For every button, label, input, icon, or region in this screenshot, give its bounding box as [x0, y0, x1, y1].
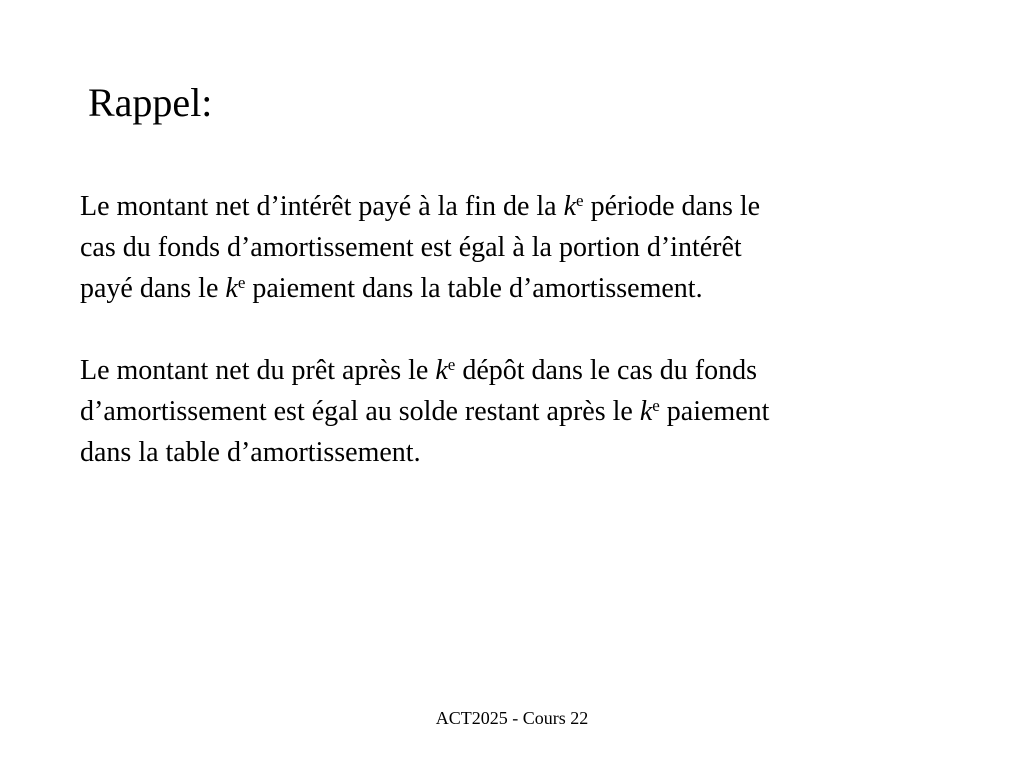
paragraph-interest: [80, 186, 980, 309]
slide-title: Rappel:: [88, 80, 213, 125]
text-segment: dépôt dans le cas du fonds: [455, 355, 758, 386]
paragraph-line: [80, 350, 980, 391]
superscript-e: e: [576, 191, 584, 210]
paragraph-line: [80, 391, 980, 432]
paragraph-line: [80, 268, 980, 309]
variable-k: k: [435, 355, 448, 386]
paragraph-line: cas du fonds d’amortissement est égal à la portion d’intérêt: [80, 232, 742, 263]
paragraph-line: dans la table d’amortissement.: [80, 437, 421, 468]
text-segment: paiement: [659, 396, 770, 427]
text-segment: d’amortissement est égal au solde restant après le: [80, 396, 640, 427]
variable-k: k: [639, 396, 653, 427]
paragraph-line: [80, 186, 980, 227]
slide-body: [80, 186, 980, 473]
text-segment: Le montant net du prêt après le: [80, 355, 436, 386]
superscript-e: e: [237, 273, 246, 292]
text-segment: paiement dans la table d’amortissement.: [245, 273, 703, 304]
paragraph-loan: [80, 350, 980, 473]
variable-k: k: [225, 273, 238, 304]
text-segment: payé dans le: [80, 273, 226, 304]
slide-footer: ACT2025 - Cours 22: [435, 708, 589, 728]
superscript-e: e: [652, 396, 660, 415]
text-segment: Le montant net d’intérêt payé à la fin de la: [80, 191, 564, 222]
text-segment: période dans le: [583, 191, 761, 222]
variable-k: k: [563, 191, 577, 222]
superscript-e: e: [447, 355, 456, 374]
